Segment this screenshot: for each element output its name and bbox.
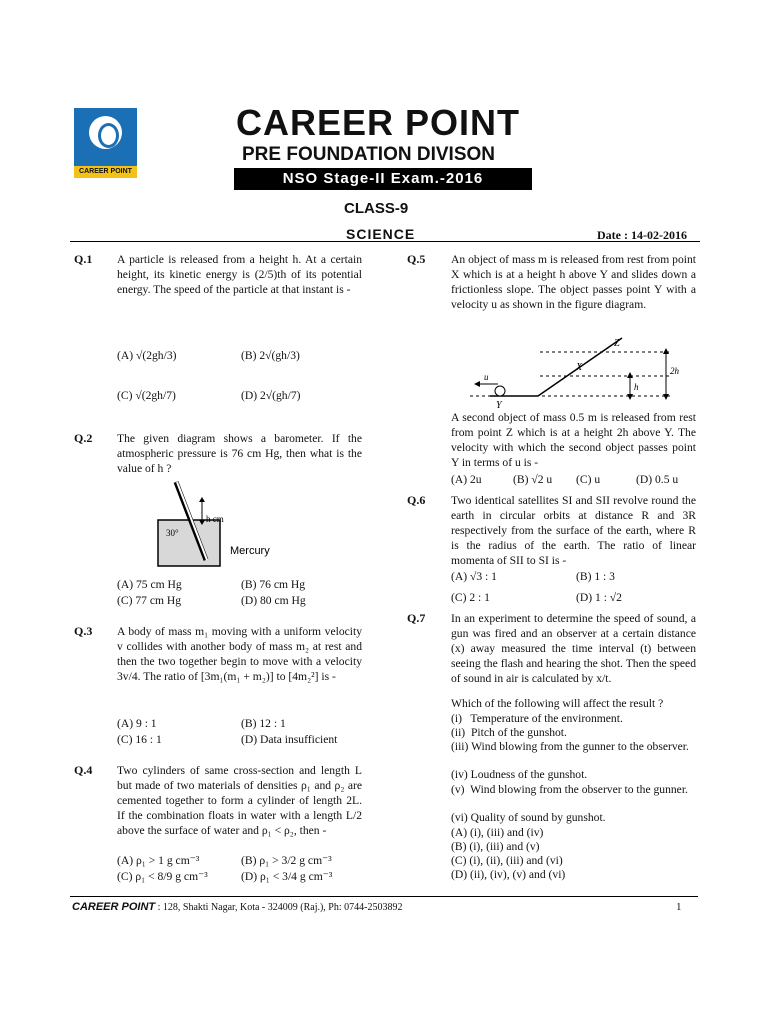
footer-brand: CAREER POINT xyxy=(72,901,156,913)
list-item: (vi) Quality of sound by gunshot. xyxy=(451,811,606,824)
option: (B) (i), (iii) and (v) xyxy=(451,840,540,853)
question-text: Two identical satellites SI and SII revolve round the earth in circular orbits at distance R and 3R respectively from the surface of the earth, where R is the radius of the earth. The ratio of linear momenta of SII to SI is - xyxy=(451,494,696,567)
question-text-continued: A second object of mass 0.5 m is released from rest from point Z which is at a height 2h above Y. The velocity with which the second object passes point Y in terms of u is - xyxy=(451,411,696,469)
option: (C) (i), (ii), (iii) and (vi) xyxy=(451,854,563,867)
question-subtext: Which of the following will affect the result ? xyxy=(451,697,664,710)
option: (B) ρ₁ > 3/2 g cm⁻³ xyxy=(241,854,332,867)
option: (A) √3 : 1 xyxy=(451,570,497,583)
question-number: Q.3 xyxy=(74,624,93,638)
option: (D) ρ₁ < 3/4 g cm⁻³ xyxy=(241,870,333,883)
question-text: A particle is released from a height h. At a certain height, its kinetic energy is (2/5)th of its potential energy. The speed of the particle at that instant is - xyxy=(117,253,362,296)
option: (A) (i), (iii) and (iv) xyxy=(451,826,544,839)
option: (C) 2 : 1 xyxy=(451,591,490,604)
option: (C) ρ₁ < 8/9 g cm⁻³ xyxy=(117,870,208,883)
option: (D) 2√(gh/7) xyxy=(241,389,301,402)
list-item: (iv) Loudness of the gunshot. xyxy=(451,768,588,781)
list-item: (v) Wind blowing from the observer to the gunner. xyxy=(451,783,688,796)
option: (A) 2u xyxy=(451,473,482,486)
exam-banner: NSO Stage-II Exam.-2016 xyxy=(234,168,532,190)
logo-mark-icon xyxy=(89,116,122,149)
class-title: CLASS-9 xyxy=(344,200,409,217)
division-title: PRE FOUNDATION DIVISON xyxy=(242,144,495,165)
height-label: h cm xyxy=(206,514,224,524)
question-number: Q.4 xyxy=(74,763,93,777)
list-item: (i) Temperature of the environment. xyxy=(451,712,623,725)
option: (A) 9 : 1 xyxy=(117,717,157,730)
option: (D) (ii), (iv), (v) and (vi) xyxy=(451,868,566,881)
barometer-figure xyxy=(150,478,290,570)
option: (D) Data insufficient xyxy=(241,733,338,746)
list-item: (iii) Wind blowing from the gunner to the observer. xyxy=(451,740,689,753)
option: (D) 80 cm Hg xyxy=(241,594,306,607)
option: (A) √(2gh/3) xyxy=(117,349,177,362)
option: (B) 76 cm Hg xyxy=(241,578,306,591)
option: (A) ρ₁ > 1 g cm⁻³ xyxy=(117,854,200,867)
question-number: Q.7 xyxy=(407,611,426,625)
question-number: Q.2 xyxy=(74,431,93,445)
option: (C) 16 : 1 xyxy=(117,733,162,746)
point-z-label: Z xyxy=(614,338,620,349)
height-h-label: h xyxy=(634,382,639,392)
question-number: Q.1 xyxy=(74,252,93,266)
option: (C) 77 cm Hg xyxy=(117,594,182,607)
question-text: The given diagram shows a barometer. If the atmospheric pressure is 76 cm Hg, then what is the value of h ? xyxy=(117,432,362,475)
option: (D) 0.5 u xyxy=(636,473,679,486)
option: (B) 12 : 1 xyxy=(241,717,286,730)
question-number: Q.5 xyxy=(407,252,426,266)
mercury-label: Mercury xyxy=(230,545,270,557)
option: (B) 2√(gh/3) xyxy=(241,349,300,362)
question-text: A body of mass m₁ moving with a uniform velocity v collides with another body of mass m₂ at rest and then the two together begin to move with a velocity 3v/4. The ratio of [3m₁(m₁ + m₂)] to [4m₂²] is - xyxy=(117,625,362,683)
page-number: 1 xyxy=(676,901,682,913)
subject-title: SCIENCE xyxy=(346,226,416,242)
exam-date: Date : 14-02-2016 xyxy=(597,228,687,242)
footer-divider xyxy=(70,896,698,897)
point-x-label: X xyxy=(576,362,583,373)
question-number: Q.6 xyxy=(407,493,426,507)
logo-label: CAREER POINT xyxy=(74,166,137,178)
option: (B) 1 : 3 xyxy=(576,570,615,583)
option: (C) √(2gh/7) xyxy=(117,389,176,402)
option: (C) u xyxy=(576,473,601,486)
height-2h-label: 2h xyxy=(670,366,679,376)
angle-label: 30° xyxy=(166,528,179,538)
brand-title: CAREER POINT xyxy=(236,102,521,143)
list-item: (ii) Pitch of the gunshot. xyxy=(451,726,567,739)
slope-figure xyxy=(470,334,690,410)
option: (B) √2 u xyxy=(513,473,553,486)
option: (D) 1 : √2 xyxy=(576,591,622,604)
footer-address: : 128, Shakti Nagar, Kota - 324009 (Raj.), Ph: 0744-2503892 xyxy=(157,902,403,913)
career-point-logo xyxy=(74,108,137,178)
question-text: In an experiment to determine the speed of sound, a gun was fired and an observer at a certain distance (x) away measured the time interval (t) between seeing the flash and hearing the shot. Then the speed of sound in air is calculated by x/t. xyxy=(451,612,696,685)
footer-info xyxy=(72,901,402,913)
question-text: Two cylinders of same cross-section and length L but made of two materials of densities ρ₁ and ρ₂ are cemented together to form a cylinder of length 2L. If the combination floats in water with a length L/2 above the surface of water and ρ₁ < ρ₂, then - xyxy=(117,764,362,837)
velocity-u-label: u xyxy=(484,372,489,382)
question-text: An object of mass m is released from rest from point X which is at a height h above Y and slides down a frictionless slope. The object passes point Y with a velocity u as shown in the figure diagram. xyxy=(451,253,696,311)
point-y-label: Y xyxy=(496,400,502,410)
option: (A) 75 cm Hg xyxy=(117,578,182,591)
